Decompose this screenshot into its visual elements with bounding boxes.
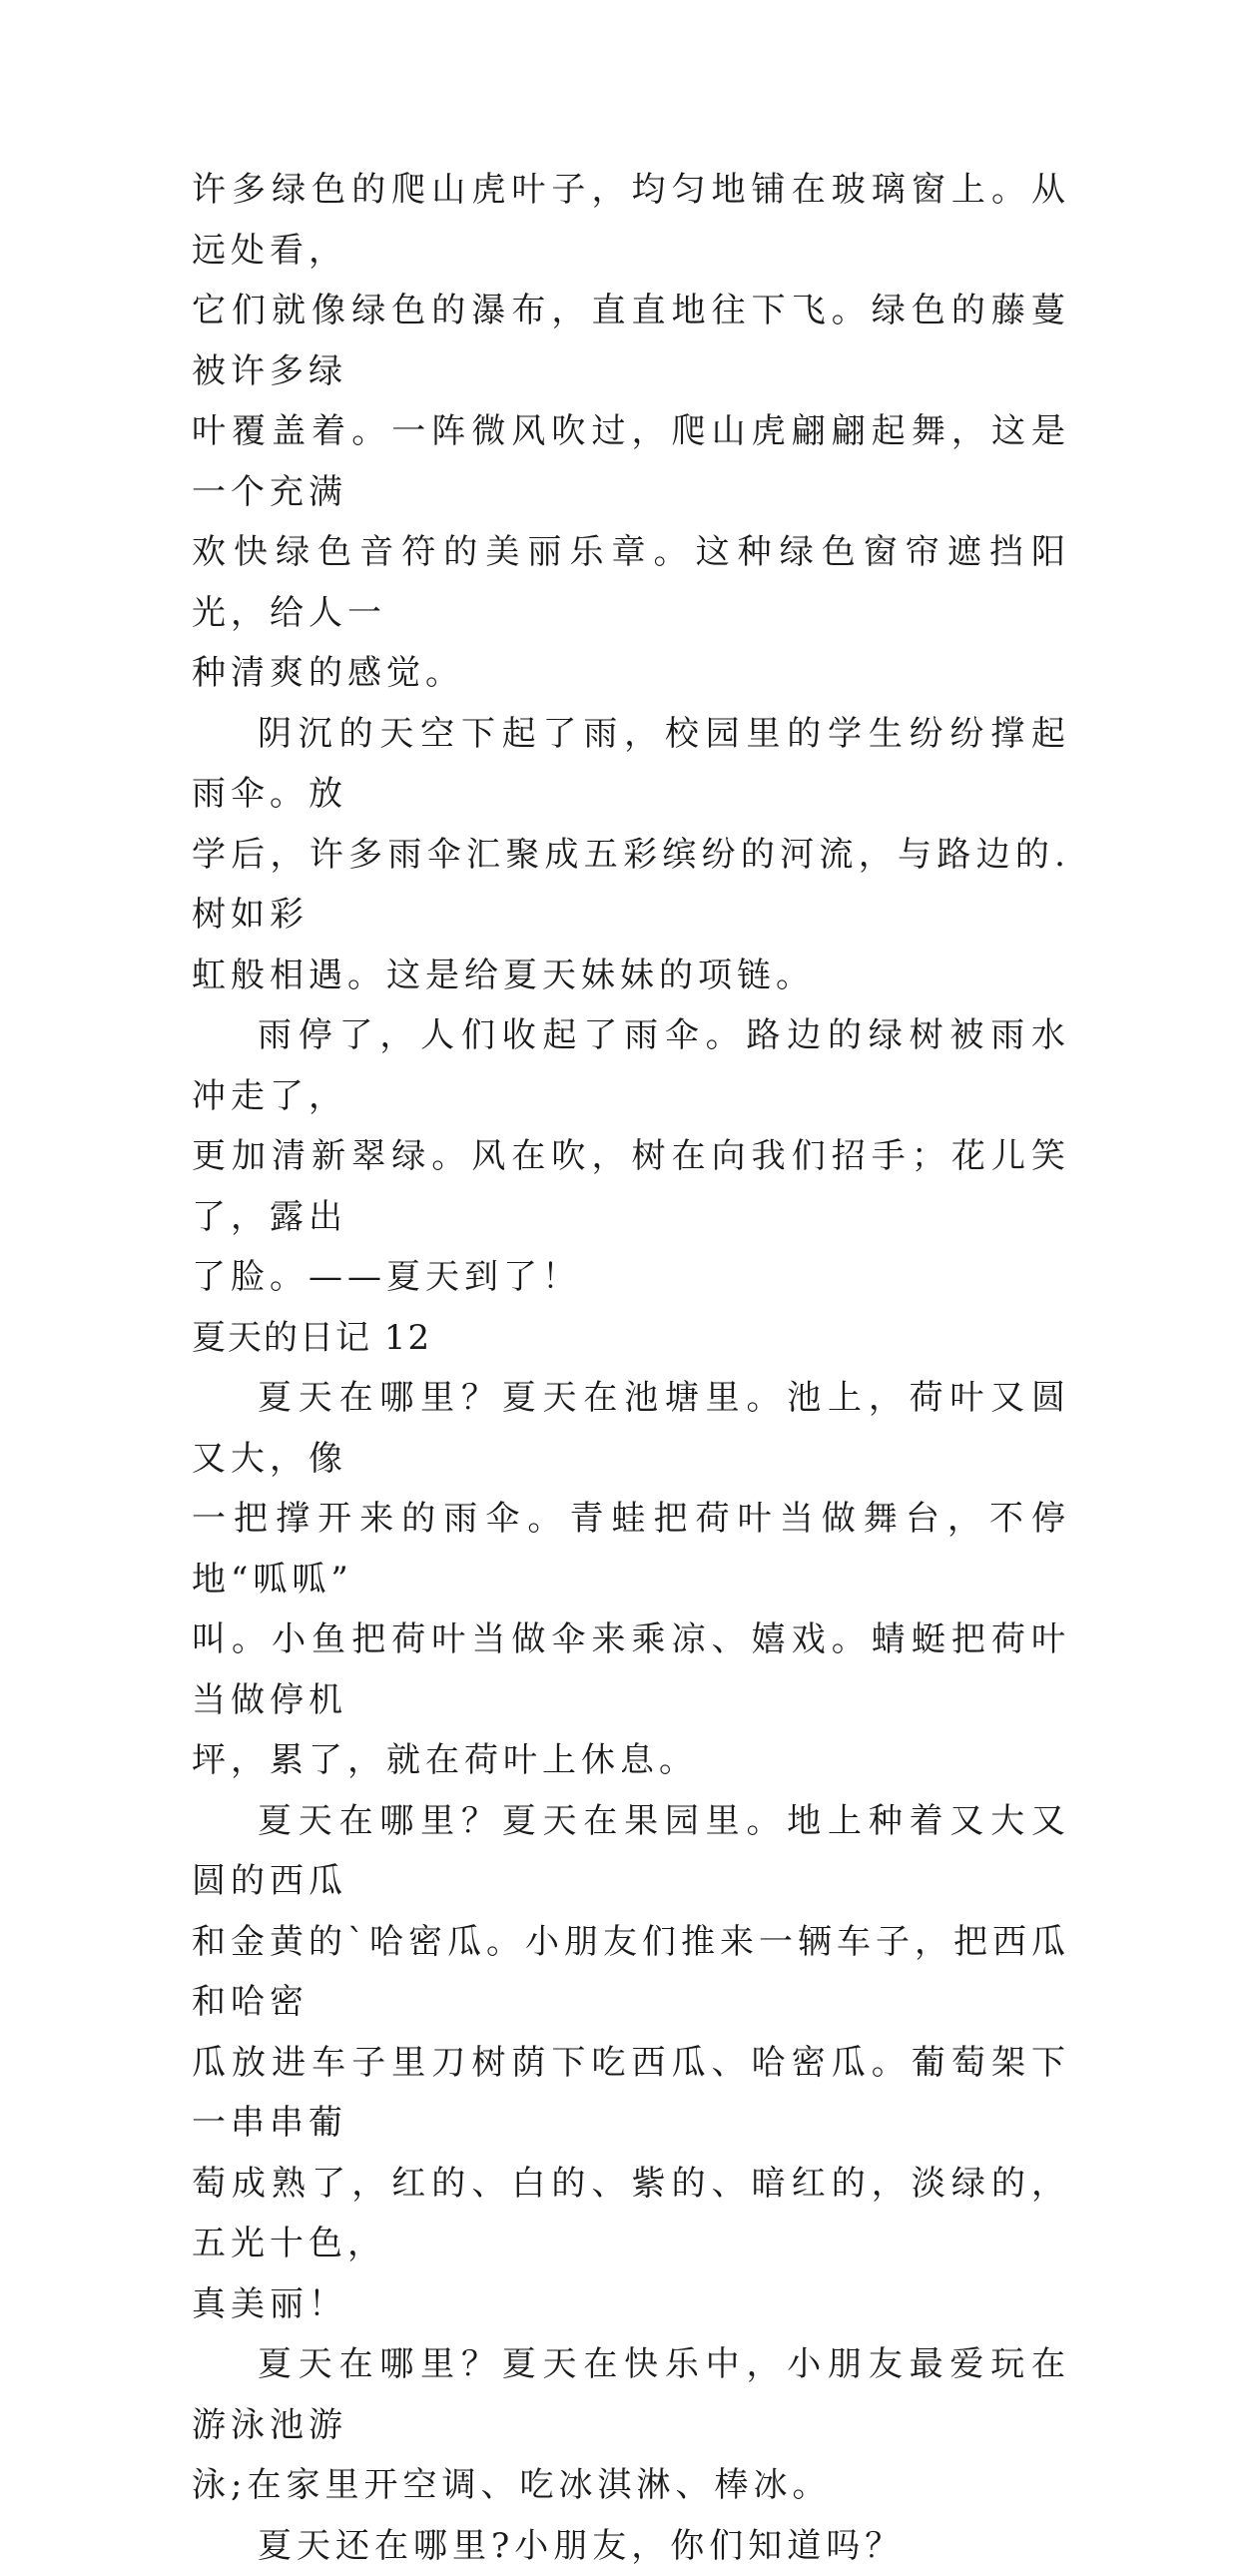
paragraph-orchard: 夏天在哪里？夏天在果园里。地上种着又大又圆的西瓜 和金黄的`哈密瓜。小朋友们推来一辆车子，把西瓜和哈密 瓜放进车子里刀树荫下吃西瓜、哈密瓜。葡萄架下一串串葡 萄成熟了，红的、白的、紫的、暗红的，淡绿的，五光十色， 真美丽！ [192,1791,1070,2335]
paragraph-pond: 夏天在哪里？夏天在池塘里。池上，荷叶又圆又大，像 一把撑开来的雨伞。青蛙把荷叶当做舞台，不停地“呱呱” 叫。小鱼把荷叶当做伞来乘凉、嬉戏。蜻蜓把荷叶当做停机 坪，累了，就在荷叶上休息。 [192,1368,1070,1791]
paragraph-ivy: 许多绿色的爬山虎叶子，均匀地铺在玻璃窗上。从远处看， 它们就像绿色的瀑布，直直地往下飞。绿色的藤蔓被许多绿 叶覆盖着。一阵微风吹过，爬山虎翩翩起舞，这是一个充满 欢快绿色音符的美丽乐章。这种绿色窗帘遮挡阳光，给人一 种清爽的感觉。 [192,160,1070,704]
document-body [192,160,1070,2576]
paragraph-joy: 夏天在哪里？夏天在快乐中，小朋友最爱玩在游泳池游 泳;在家里开空调、吃冰淇淋、棒冰。 [192,2334,1070,2516]
paragraph-question: 夏天还在哪里?小朋友，你们知道吗？ [192,2516,1070,2576]
diary-heading: 夏天的日记 12 [192,1308,1070,1369]
paragraph-rain: 阴沉的天空下起了雨，校园里的学生纷纷撑起雨伞。放 学后，许多雨伞汇聚成五彩缤纷的河流，与路边的.树如彩 虹般相遇。这是给夏天妹妹的项链。 [192,704,1070,1006]
paragraph-after-rain: 雨停了，人们收起了雨伞。路边的绿树被雨水冲走了， 更加清新翠绿。风在吹，树在向我们招手；花儿笑了，露出 了脸。——夏天到了！ [192,1005,1070,1308]
